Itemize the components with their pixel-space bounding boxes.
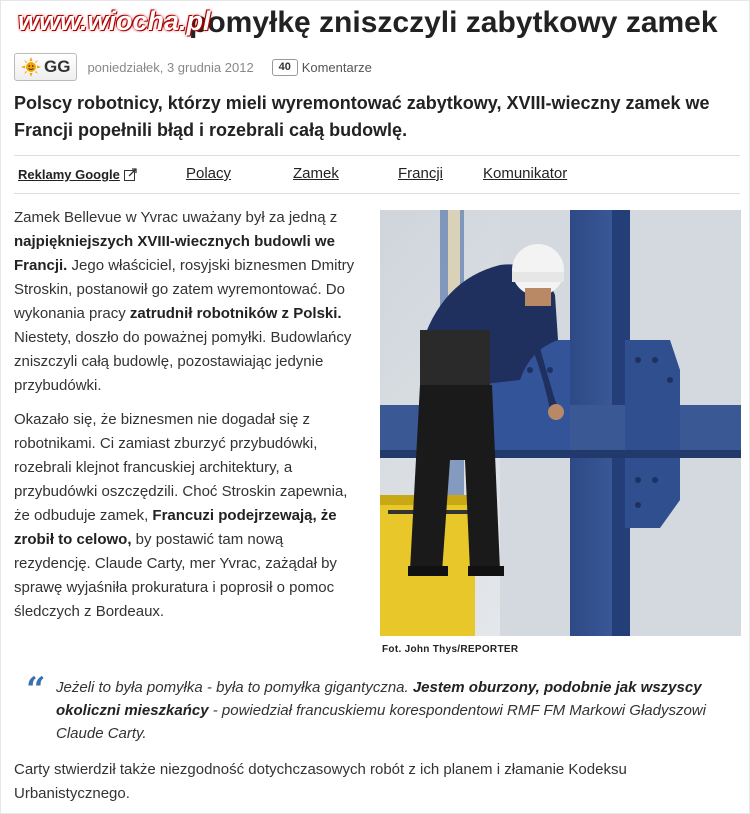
closing-paragraph: Carty stwierdził także niezgodność dotychczasowych robót z ich planem i złamanie Kodeksu Urbanistycznego. [14, 761, 627, 802]
google-ads-label-link[interactable] [18, 167, 137, 182]
article-date: poniedziałek, 3 grudnia 2012 [87, 59, 254, 75]
body-paragraph-2 [14, 408, 364, 624]
p1-text-e: Niestety, doszło do poważnej pomyłki. Budowlańcy zniszczyli całą budowlę, pozostawiając jedynie przybudówki. [14, 329, 352, 394]
watermark-text: www.wiocha.pl [18, 6, 211, 36]
headline-text: pomyłkę zniszczyli zabytkowy zamek [189, 6, 718, 39]
worker-photo-illustration [380, 210, 741, 636]
ad-link-komunikator[interactable]: Komunikator [483, 165, 568, 182]
sun-icon [21, 57, 41, 77]
photo-credit: Fot. John Thys/REPORTER [382, 644, 519, 655]
p1-bold-b: najpiękniejszych XVIII-wiecznych budowli we Francji. [14, 233, 335, 274]
ad-link-zamek[interactable]: Zamek [293, 165, 339, 182]
quote-text-a: Jeżeli to była pomyłka - była to pomyłka gigantyczna. [56, 679, 413, 696]
article-quote [56, 676, 726, 745]
ads-label-text: Reklamy Google [18, 167, 120, 182]
article-lead: Polscy robotnicy, którzy mieli wyremontować zabytkowy, XVIII-wieczny zamek we Francji popełnili błąd i rozebrali całą budowlę. [14, 93, 710, 140]
quote-mark-icon: “ [26, 670, 46, 710]
p1-text-c: Jego właściciel, rosyjski biznesmen Dmitry Stroskin, postanowił go zatem wyremontować. Do wykonania pracy [14, 257, 355, 322]
article-photo [380, 210, 741, 636]
ad-link-polacy[interactable]: Polacy [186, 165, 232, 182]
p2-text-c: by postawić tam nową rezydencję. Claude Carty, mer Yvrac, zażądał by sprawę wyjaśniła prokuratura i poprosił o pomoc śledczych z Bordeaux. [14, 531, 337, 620]
quote-text-c: - powiedział francuskiemu korespondentowi RMF FM Markowi Gładyszowi Claude Carty. [56, 702, 706, 742]
quote-bold-b: Jestem oburzony, podobnie jak wszyscy okoliczni mieszkańcy [56, 679, 702, 719]
site-watermark [14, 6, 215, 44]
ad-link-francji[interactable]: Francji [398, 165, 444, 182]
p1-text-a: Zamek Bellevue w Yvrac uważany był za jedną z [14, 209, 338, 226]
gg-source-button[interactable] [14, 53, 77, 81]
gg-label: GG [44, 57, 71, 76]
p2-text-a: Okazało się, że biznesmen nie dogadał się z robotnikami. Ci zamiast zburzyć przybudówki, rozebrali klejnot francuskiej architektury, a przybudówki oszczędzili. Choć Stroskin zapewnia, że odbuduje zamek, [14, 411, 348, 524]
google-ads-bar [14, 155, 740, 194]
body-paragraph-1 [14, 206, 364, 398]
comments-label: Komentarze [301, 59, 372, 75]
p2-bold-b: Francuzi podejrzewają, że zrobił to celowo, [14, 507, 337, 548]
comments-link[interactable] [272, 59, 372, 76]
comments-count-badge: 40 [272, 59, 298, 76]
external-link-icon [124, 168, 137, 181]
article-meta [14, 52, 372, 82]
article-body [14, 206, 364, 634]
p1-bold-d: zatrudnił robotników z Polski. [129, 305, 342, 322]
